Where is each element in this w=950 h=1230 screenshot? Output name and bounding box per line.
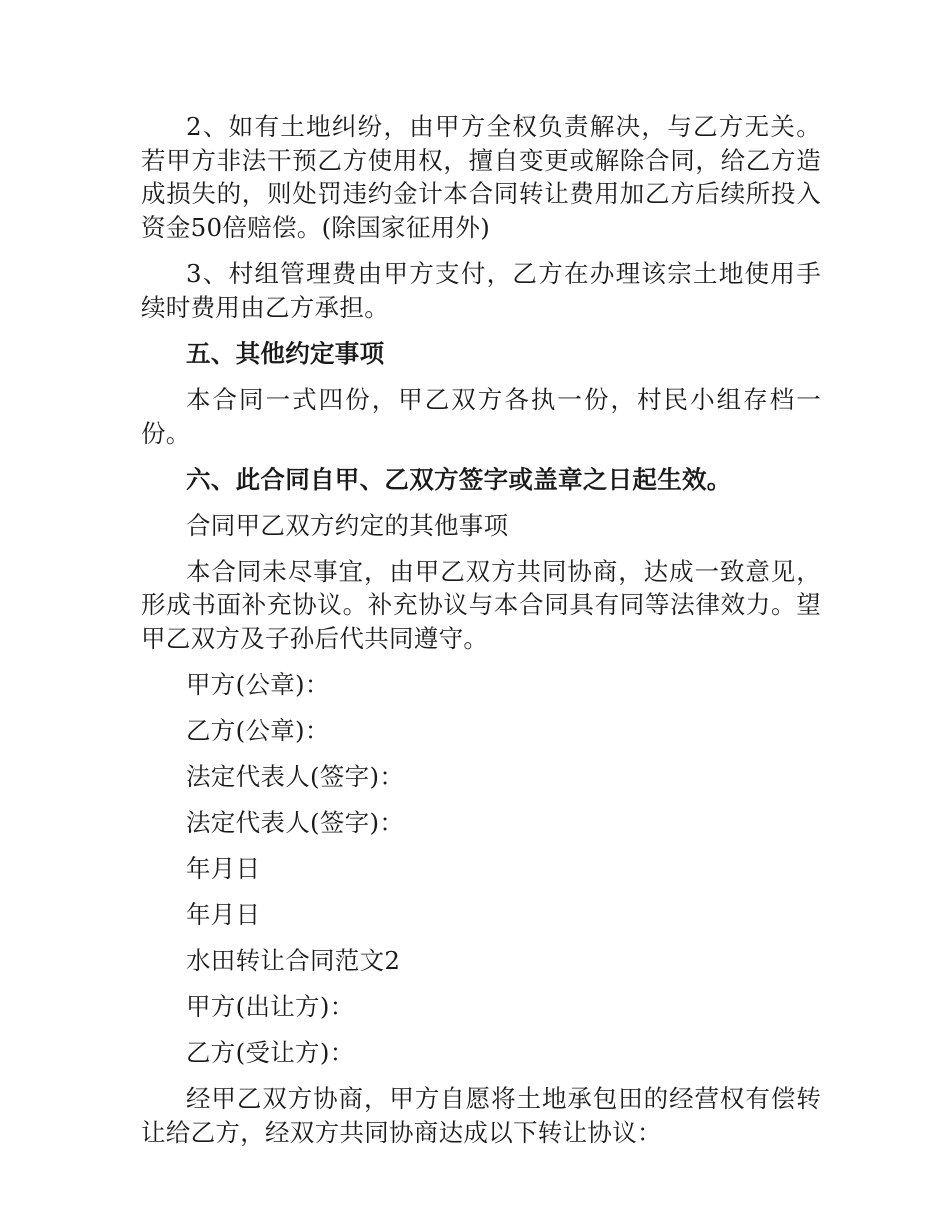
contract-2-title: 水田转让合同范文2 <box>186 946 401 975</box>
date-line-b: 年月日 <box>186 900 261 929</box>
party-a-seal-line: 甲方(公章)： <box>186 670 330 699</box>
other-matters-paragraph: 合同甲乙双方约定的其他事项 <box>186 510 509 540</box>
clause-2-paragraph: 2、如有土地纠纷，由甲方全权负责解决，与乙方无关。若甲方非法干预乙方使用权，擅自变更或解除合同，给乙方造成损失的，则处罚违约金计本合同转让费用加乙方后续所投入资金50倍赔偿。(除国家征用外) <box>141 112 821 242</box>
section-6-heading: 六、此合同自甲、乙双方签字或盖章之日起生效。 <box>186 464 732 494</box>
transferor-line: 甲方(出让方)： <box>186 992 355 1021</box>
copies-paragraph: 本合同一式四份，甲乙双方各执一份，村民小组存档一份。 <box>141 385 821 448</box>
legal-rep-a-line: 法定代表人(签字)： <box>186 762 405 791</box>
section-5-heading: 五、其他约定事项 <box>186 339 385 368</box>
agreement-intro-paragraph: 经甲乙双方协商，甲方自愿将土地承包田的经营权有偿转让给乙方，经双方共同协商达成以下转让协议： <box>141 1084 821 1147</box>
supplement-paragraph: 本合同未尽事宜，由甲乙双方共同协商，达成一致意见，形成书面补充协议。补充协议与本合同具有同等法律效力。望甲乙双方及子孙后代共同遵守。 <box>141 556 821 653</box>
document-page <box>141 110 821 1162</box>
date-line-a: 年月日 <box>186 854 261 883</box>
legal-rep-b-line: 法定代表人(签字)： <box>186 808 405 837</box>
clause-3-paragraph: 3、村组管理费由甲方支付，乙方在办理该宗土地使用手续时费用由乙方承担。 <box>141 259 821 322</box>
transferee-line: 乙方(受让方)： <box>186 1038 355 1067</box>
party-b-seal-line: 乙方(公章)： <box>186 716 330 745</box>
